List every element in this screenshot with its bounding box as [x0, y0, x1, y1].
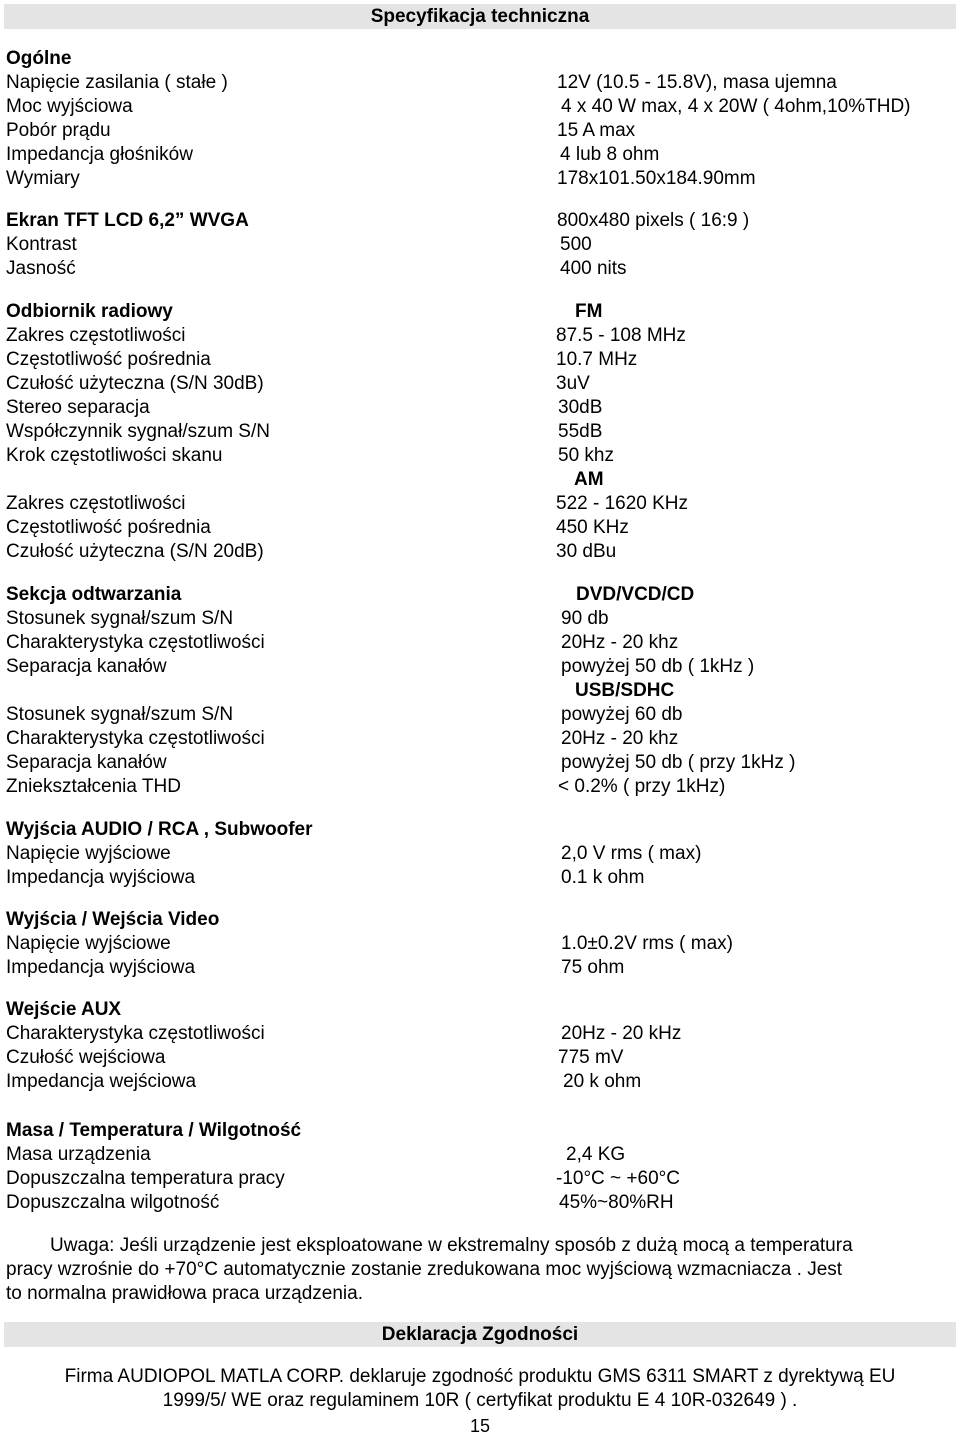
declaration-line: Firma AUDIOPOL MATLA CORP. deklaruje zgodność produktu GMS 6311 SMART z dyrektywą EU [64, 1366, 896, 1387]
spec-value: 50 khz [558, 445, 614, 466]
spec-label: Wymiary [6, 168, 80, 189]
spec-value: 2,0 V rms ( max) [561, 843, 702, 864]
spec-value: 30dB [558, 397, 603, 418]
spec-value: 450 KHz [556, 517, 629, 538]
section-heading-playback: Sekcja odtwarzania [6, 584, 182, 605]
spec-label: Charakterystyka częstotliwości [6, 632, 265, 653]
declaration-line: 1999/5/ WE oraz regulaminem 10R ( certyfikat produktu E 4 10R-032649 ) . [162, 1390, 798, 1411]
spec-label: Separacja kanałów [6, 656, 167, 677]
spec-value: 55dB [558, 421, 603, 442]
section-heading-audio-out: Wyjścia AUDIO / RCA , Subwoofer [6, 819, 313, 840]
spec-label: Impedancja wyjściowa [6, 867, 196, 888]
spec-value: powyżej 60 db [561, 704, 683, 725]
spec-title-bar [4, 4, 956, 29]
spec-value: 20Hz - 20 kHz [561, 1023, 682, 1044]
source-label-dvd: DVD/VCD/CD [576, 584, 695, 605]
spec-value: 0.1 k ohm [561, 867, 645, 888]
spec-value: 3uV [556, 373, 590, 394]
spec-label: Charakterystyka częstotliwości [6, 1023, 265, 1044]
spec-label: Moc wyjściowa [6, 96, 133, 117]
spec-value: 178x101.50x184.90mm [557, 168, 756, 189]
declaration-title: Deklaracja Zgodności [381, 1324, 579, 1345]
spec-label: Częstotliwość pośrednia [6, 349, 211, 370]
section-heading-radio: Odbiornik radiowy [6, 301, 173, 322]
note-line: pracy wzrośnie do +70°C automatycznie zostanie zredukowana moc wyjściową wzmacniacza . Jest [6, 1259, 843, 1280]
spec-value: 90 db [561, 608, 609, 629]
section-heading-mass: Masa / Temperatura / Wilgotność [6, 1120, 302, 1141]
note-line: Uwaga: Jeśli urządzenie jest eksploatowane w ekstremalny sposób z dużą mocą a temperatura [50, 1235, 853, 1256]
spec-label: Zakres częstotliwości [6, 325, 186, 346]
spec-label: Krok częstotliwości skanu [6, 445, 223, 466]
spec-label: Impedancja wyjściowa [6, 957, 196, 978]
spec-label: Impedancja głośników [6, 144, 193, 165]
spec-value: 45%~80%RH [559, 1192, 674, 1213]
spec-value: 775 mV [558, 1047, 624, 1068]
spec-label: Napięcie zasilania ( stałe ) [6, 72, 228, 93]
spec-label: Zakres częstotliwości [6, 493, 186, 514]
section-heading-screen: Ekran TFT LCD 6,2” WVGA [6, 210, 249, 231]
warning-note [6, 1234, 950, 1306]
spec-value: 400 nits [560, 258, 627, 279]
band-label-am: AM [574, 469, 604, 490]
spec-value: 4 x 40 W max, 4 x 20W ( 4ohm,10%THD) [561, 96, 911, 117]
note-line: to normalna prawidłowa praca urządzenia. [6, 1283, 363, 1304]
spec-label: Charakterystyka częstotliwości [6, 728, 265, 749]
spec-label: Kontrast [6, 234, 77, 255]
spec-label: Masa urządzenia [6, 1144, 151, 1165]
spec-label: Zniekształcenia THD [6, 776, 181, 797]
spec-label: Współczynnik sygnał/szum S/N [6, 421, 270, 442]
spec-label: Napięcie wyjściowe [6, 933, 171, 954]
spec-value: 10.7 MHz [556, 349, 638, 370]
spec-label: Czułość użyteczna (S/N 20dB) [6, 541, 264, 562]
spec-value: 20 k ohm [563, 1071, 642, 1092]
spec-value: 30 dBu [556, 541, 617, 562]
spec-value: powyżej 50 db ( przy 1kHz ) [561, 752, 796, 773]
spec-value: 20Hz - 20 khz [561, 632, 679, 653]
spec-value: 4 lub 8 ohm [560, 144, 660, 165]
spec-label: Częstotliwość pośrednia [6, 517, 211, 538]
spec-value: < 0.2% ( przy 1kHz) [558, 776, 726, 797]
spec-label: Napięcie wyjściowe [6, 843, 171, 864]
spec-value: 1.0±0.2V rms ( max) [561, 933, 733, 954]
spec-label: Stosunek sygnał/szum S/N [6, 608, 234, 629]
spec-label: Czułość użyteczna (S/N 30dB) [6, 373, 264, 394]
band-label-fm: FM [575, 301, 603, 322]
section-heading-aux: Wejście AUX [6, 999, 122, 1020]
source-label-usb: USB/SDHC [575, 680, 675, 701]
spec-label: Impedancja wejściowa [6, 1071, 197, 1092]
section-heading-video: Wyjścia / Wejścia Video [6, 909, 220, 930]
spec-value: 75 ohm [561, 957, 625, 978]
spec-value: 522 - 1620 KHz [556, 493, 689, 514]
spec-label: Dopuszczalna wilgotność [6, 1192, 220, 1213]
spec-value: 87.5 - 108 MHz [556, 325, 686, 346]
spec-label: Czułość wejściowa [6, 1047, 166, 1068]
page-number: 15 [469, 1416, 491, 1436]
spec-label: Stereo separacja [6, 397, 150, 418]
spec-value: 2,4 KG [566, 1144, 626, 1165]
spec-label: Pobór prądu [6, 120, 111, 141]
spec-value: -10°C ~ +60°C [556, 1168, 680, 1189]
spec-value: 15 A max [557, 120, 636, 141]
spec-value: 20Hz - 20 khz [561, 728, 679, 749]
spec-value: 12V (10.5 - 15.8V), masa ujemna [557, 72, 837, 93]
spec-value: 800x480 pixels ( 16:9 ) [557, 210, 750, 231]
declaration-title-bar [4, 1322, 956, 1347]
spec-value: powyżej 50 db ( 1kHz ) [561, 656, 755, 677]
spec-label: Jasność [6, 258, 76, 279]
spec-label: Separacja kanałów [6, 752, 167, 773]
spec-label: Stosunek sygnał/szum S/N [6, 704, 234, 725]
spec-label: Dopuszczalna temperatura pracy [6, 1168, 285, 1189]
declaration-text [6, 1365, 954, 1413]
section-heading-general: Ogólne [6, 48, 72, 69]
page-title: Specyfikacja techniczna [370, 6, 590, 27]
spec-value: 500 [560, 234, 592, 255]
